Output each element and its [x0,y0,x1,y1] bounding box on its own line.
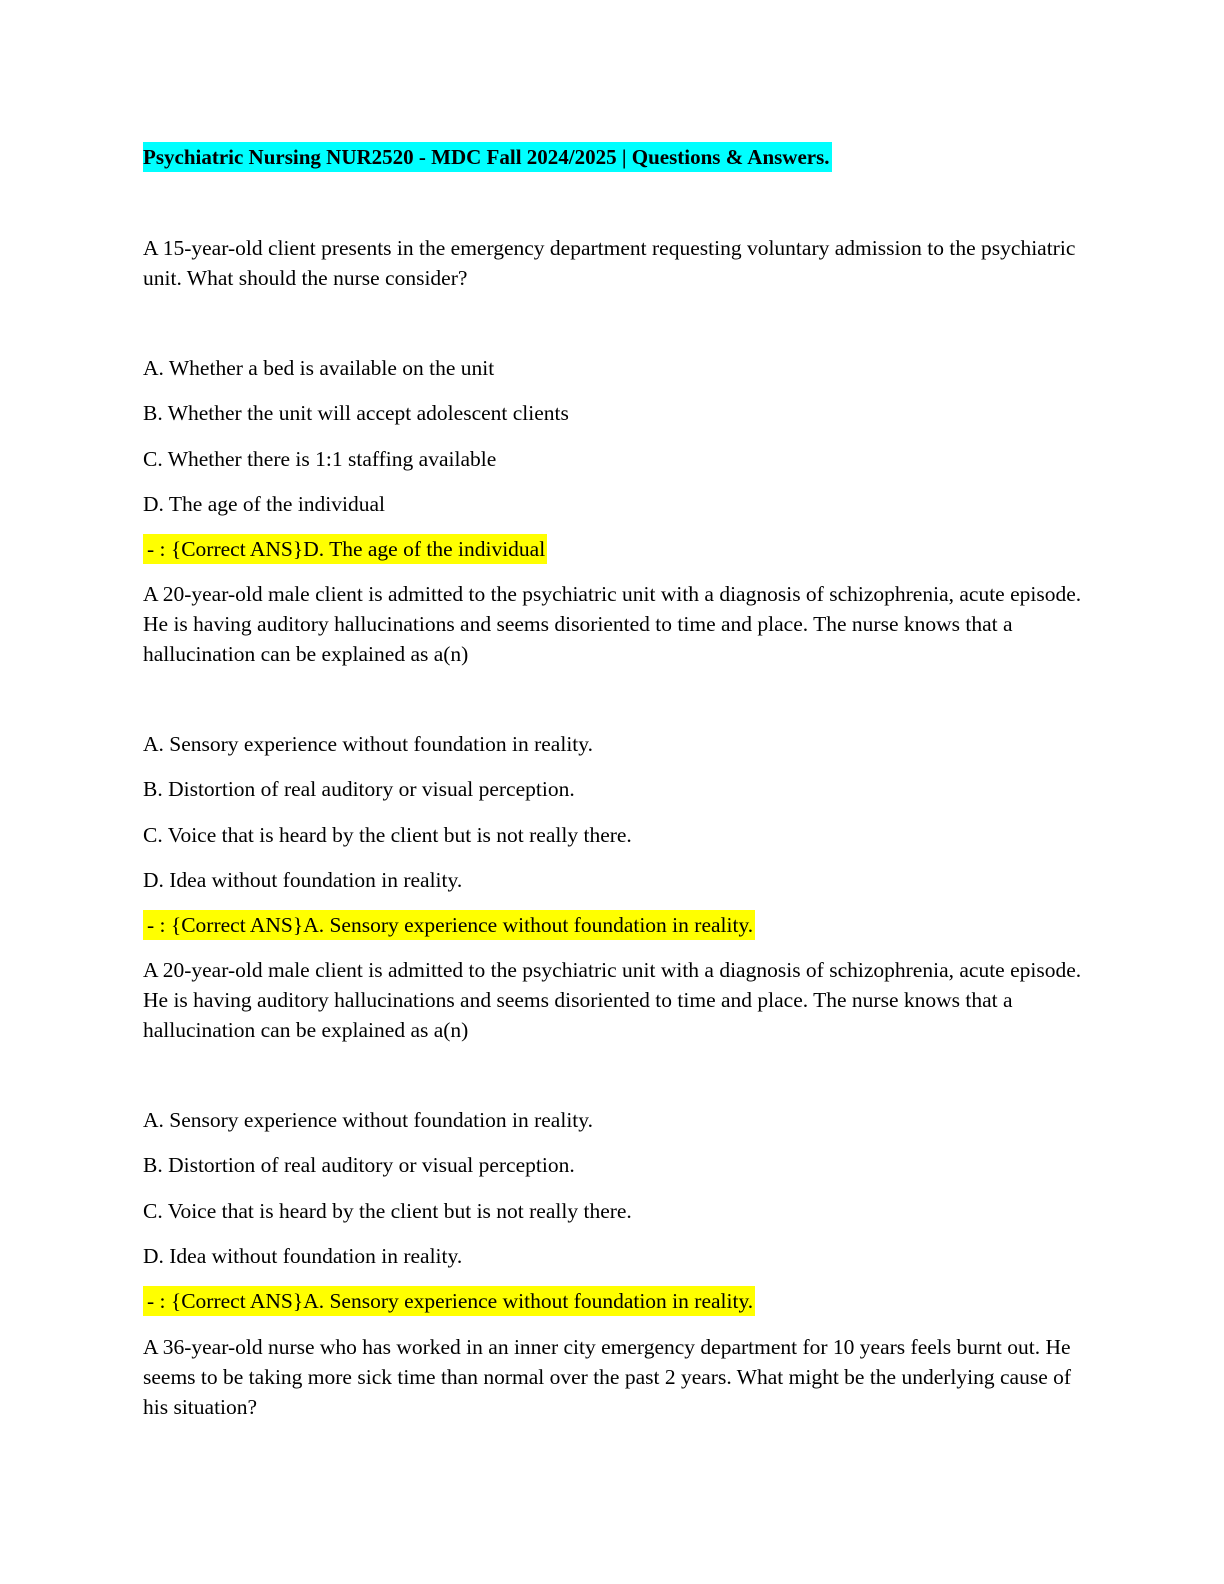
question-4-stem: A 36-year-old nurse who has worked in an inner city emergency department for 10 years feels burnt out. He seems to be taking more sick time than normal over the past 2 years. What might be the underlying cause of his situation? [143,1335,1072,1419]
question-2-option-c: C. Voice that is heard by the client but is not really there. [143,823,632,847]
question-2-option-a: A. Sensory experience without foundation in reality. [143,732,593,756]
question-2-stem: A 20-year-old male client is admitted to the psychiatric unit with a diagnosis of schizophrenia, acute episode. He is having auditory hallucinations and seems disoriented to time and place. The nurse knows that a hallucination can be explained as a(n) [143,582,1082,666]
document-title: Psychiatric Nursing NUR2520 - MDC Fall 2024/2025 | Questions & Answers. [143,142,832,172]
question-1-option-b: B. Whether the unit will accept adolescent clients [143,401,569,425]
question-1-answer: - : {Correct ANS}D. The age of the individual [143,534,547,564]
question-3-option-c: C. Voice that is heard by the client but is not really there. [143,1199,632,1223]
question-2-option-d: D. Idea without foundation in reality. [143,868,463,892]
question-1-option-c: C. Whether there is 1:1 staffing available [143,447,497,471]
question-3-stem: A 20-year-old male client is admitted to the psychiatric unit with a diagnosis of schizophrenia, acute episode. He is having auditory hallucinations and seems disoriented to time and place. The nurse knows that a hallucination can be explained as a(n) [143,958,1082,1042]
question-1-stem: A 15-year-old client presents in the emergency department requesting voluntary admission to the psychiatric unit. What should the nurse consider? [143,236,1076,290]
question-3-option-b: B. Distortion of real auditory or visual perception. [143,1153,575,1177]
question-3-option-a: A. Sensory experience without foundation in reality. [143,1108,593,1132]
question-3-option-d: D. Idea without foundation in reality. [143,1244,463,1268]
question-1-option-a: A. Whether a bed is available on the unit [143,356,495,380]
question-1-option-d: D. The age of the individual [143,492,386,516]
question-3-answer: - : {Correct ANS}A. Sensory experience without foundation in reality. [143,1286,755,1316]
question-2-answer: - : {Correct ANS}A. Sensory experience without foundation in reality. [143,910,755,940]
question-2-option-b: B. Distortion of real auditory or visual perception. [143,777,575,801]
